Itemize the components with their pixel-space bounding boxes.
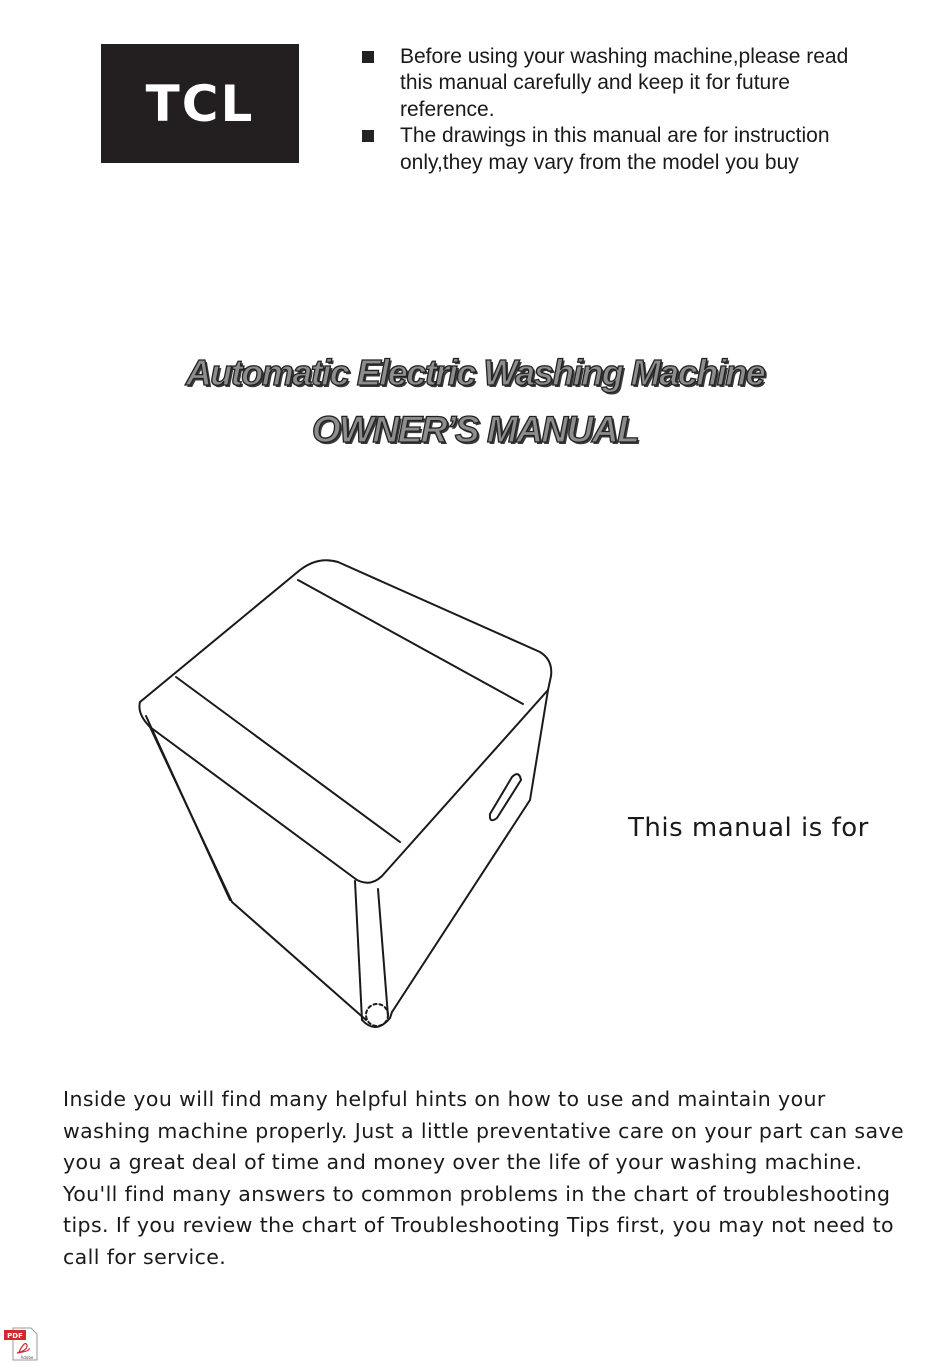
document-subtitle: OWNER’S MANUAL [311, 409, 639, 450]
tcl-logo [101, 44, 299, 163]
body-right-edge [392, 690, 548, 1012]
square-bullet-icon [362, 130, 374, 142]
intro-notes [358, 44, 878, 176]
washing-machine-illustration [130, 550, 570, 1050]
note-text: Before using your washing machine,please read this manual carefully and keep it for future reference. [400, 45, 849, 121]
body-corner-left [355, 881, 362, 1020]
body-corner-right [378, 889, 388, 1016]
pdf-file-icon [3, 1327, 39, 1361]
body-front-left [150, 727, 366, 1020]
square-bullet-icon [362, 51, 374, 63]
note-item [358, 44, 878, 123]
machine-foot [366, 1004, 388, 1026]
document-title: Automatic Electric Washing Machine [185, 352, 765, 393]
note-text: The drawings in this manual are for instruction only,they may vary from the model you buy [400, 124, 830, 174]
machine-handle [490, 774, 521, 820]
intro-paragraph: Inside you will find many helpful hints on how to use and maintain your washing machine properly. Just a little preventative care on your part can save you a great deal of time and money over the life of your washing machine. You'll find many answers to common problems in the chart of troubleshooting tips. If you review the chart of Troubleshooting Tips first, you may not need to call for service. [63, 1087, 905, 1269]
pdf-sublabel: Adobe [20, 1355, 34, 1360]
pdf-label: PDF [7, 1332, 23, 1340]
manual-for-text: This manual is for [628, 813, 869, 843]
logo-text: TCL [145, 74, 255, 133]
lid-front-seam [176, 677, 400, 842]
lid-back-seam [298, 580, 523, 704]
note-item [358, 123, 878, 176]
